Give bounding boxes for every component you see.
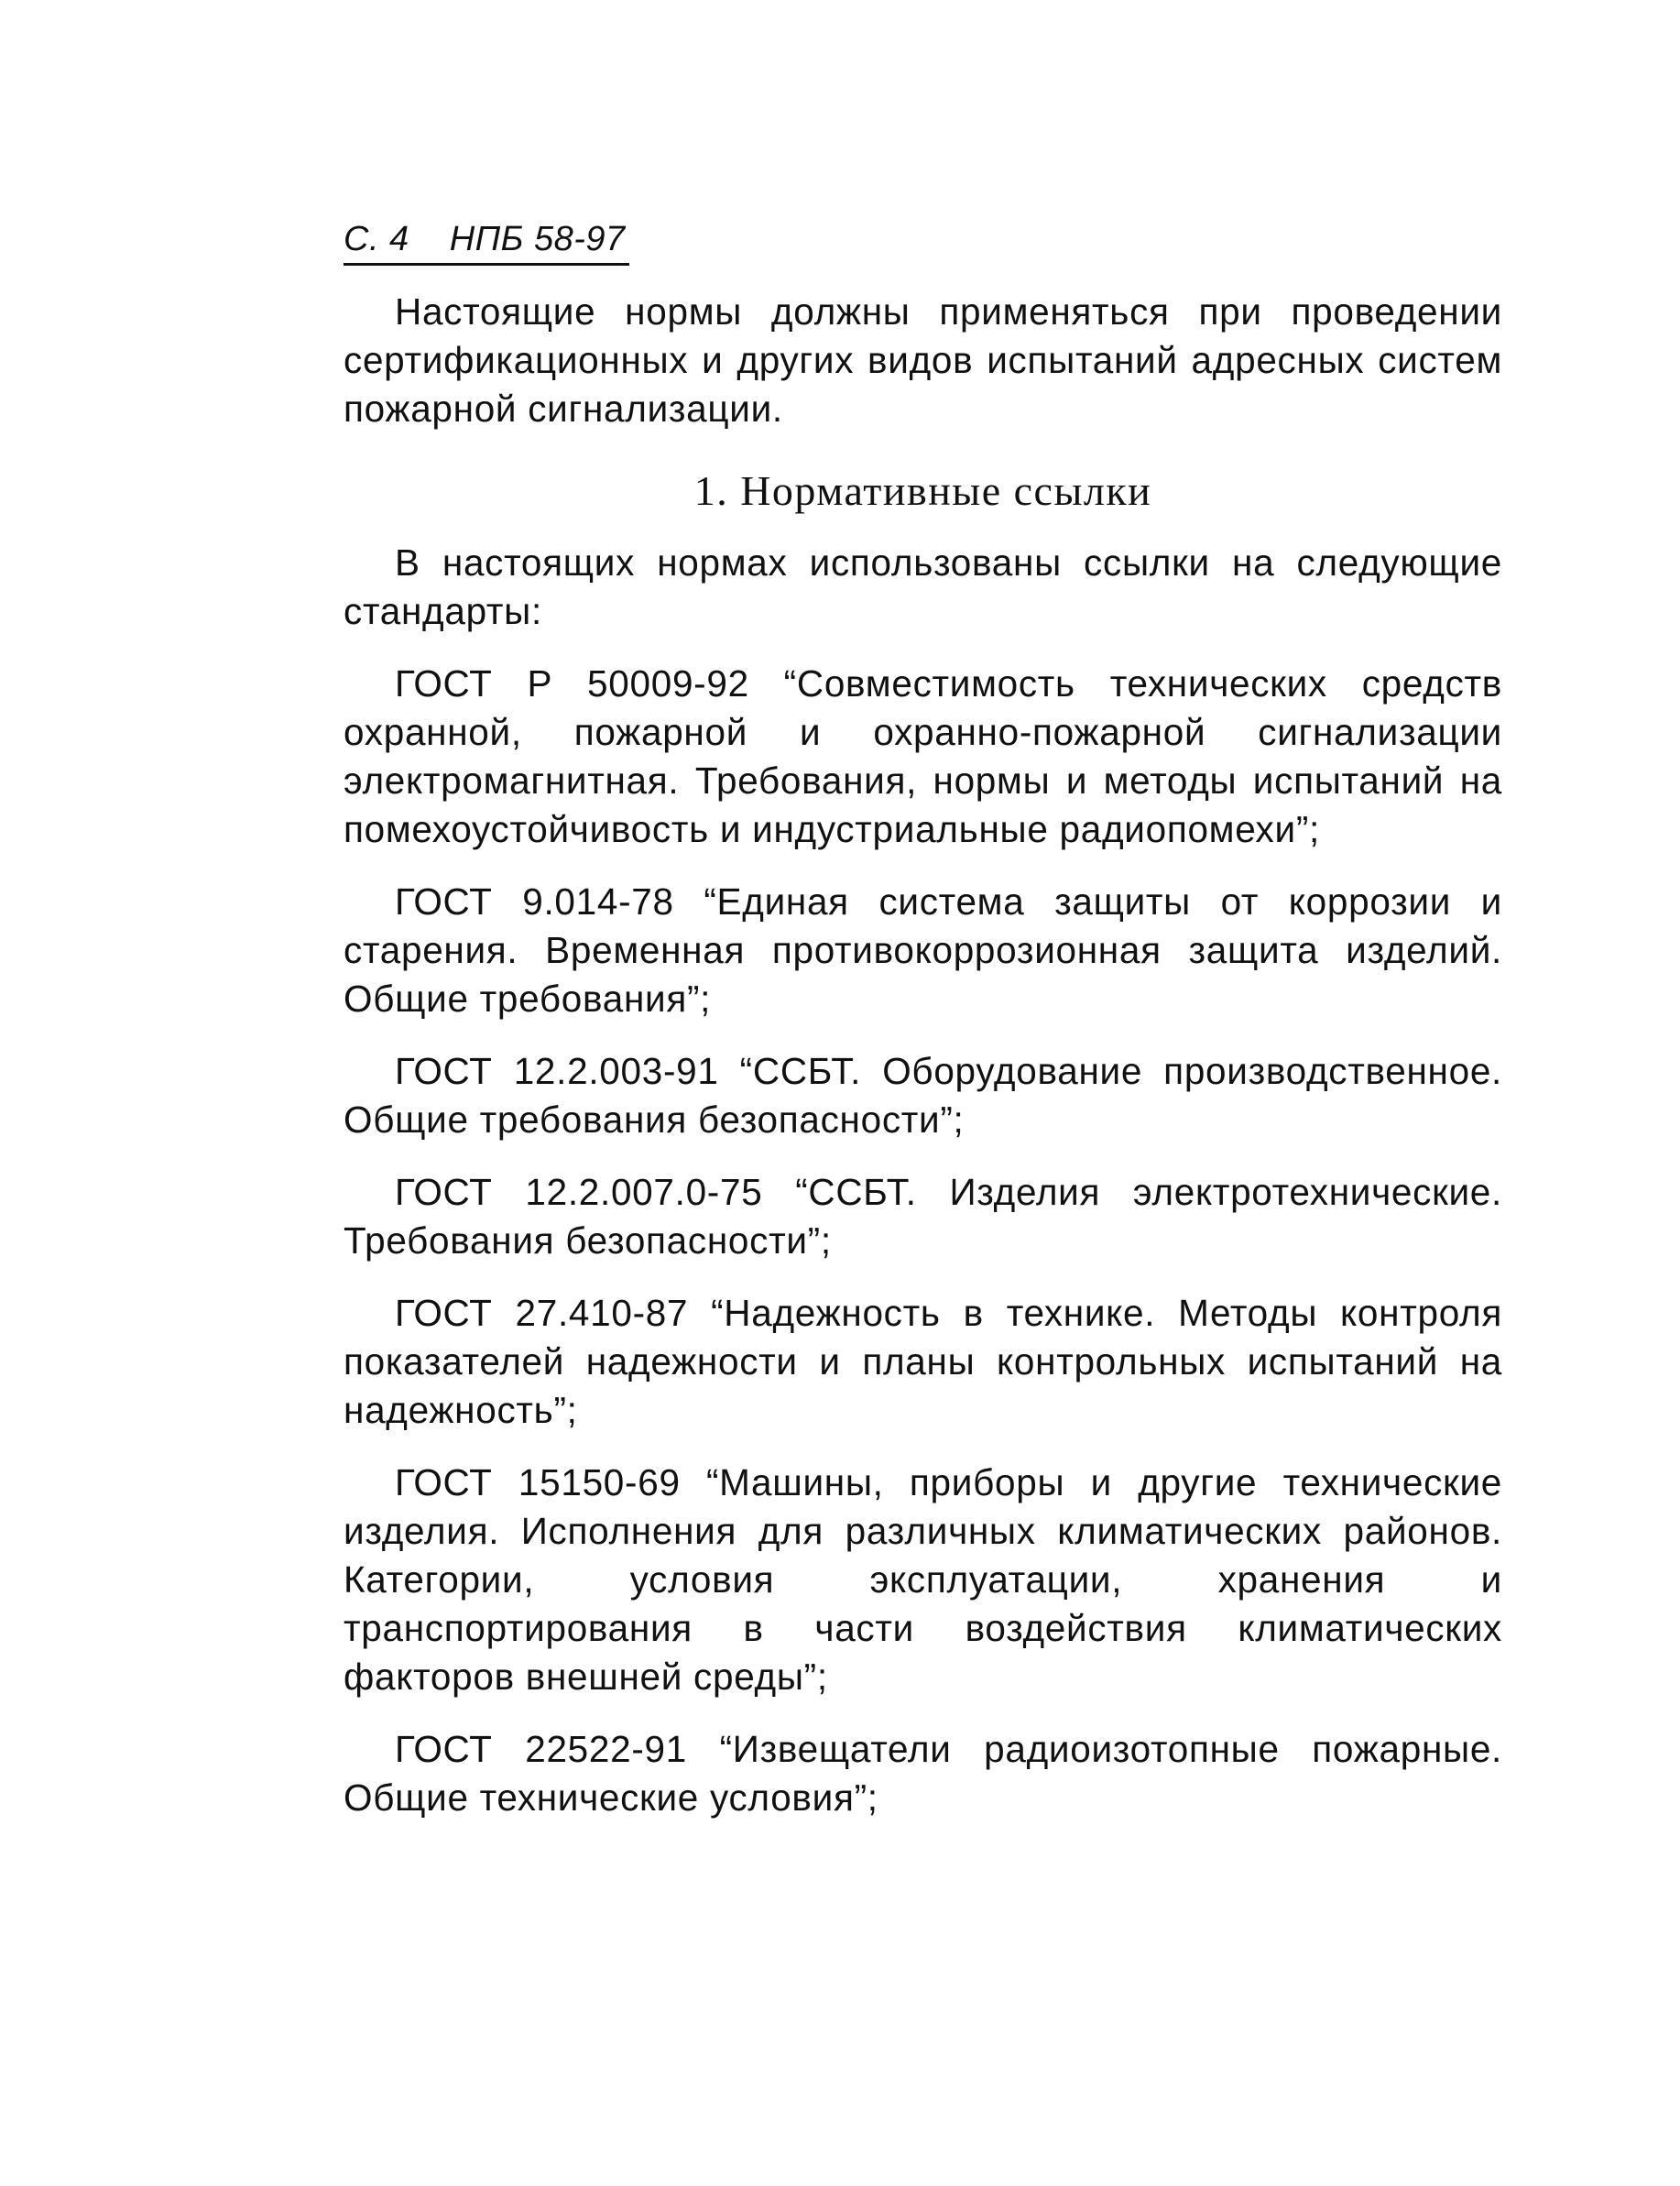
- document-page: [344, 220, 1502, 1846]
- page-header: [344, 220, 629, 266]
- reference-gost-12-2-003-91: ГОСТ 12.2.003-91 “ССБТ. Оборудование производственное. Общие требования безопасности”;: [344, 1050, 1502, 1141]
- section-lead-paragraph: В настоящих нормах использованы ссылки на следующие стандарты:: [344, 541, 1502, 632]
- reference-gost-r-50009-92: ГОСТ Р 50009-92 “Совместимость технических средств охранной, пожарной и охранно-пожарной сигнализации электромагнитная. Требования, нормы и методы испытаний на помехоустойчивость и индустриальные радиопомехи”;: [344, 662, 1502, 850]
- reference-gost-15150-69: ГОСТ 15150-69 “Машины, приборы и другие технические изделия. Исполнения для различных климатических районов. Категории, условия эксплуатации, хранения и транспортирования в части воздействия климатических факторов внешней среды”;: [344, 1461, 1502, 1698]
- section-title: 1. Нормативные ссылки: [693, 467, 1152, 514]
- reference-gost-22522-91: ГОСТ 22522-91 “Извещатели радиоизотопные пожарные. Общие технические условия”;: [344, 1728, 1502, 1819]
- reference-gost-9-014-78: ГОСТ 9.014-78 “Единая система защиты от коррозии и старения. Временная противокоррозионная защита изделий. Общие требования”;: [344, 880, 1502, 1020]
- reference-gost-12-2-007-0-75: ГОСТ 12.2.007.0-75 “ССБТ. Изделия электротехнические. Требования безопасности”;: [344, 1171, 1502, 1262]
- page-number: С. 4: [344, 220, 409, 258]
- document-code: НПБ 58-97: [449, 220, 626, 258]
- reference-gost-27-410-87: ГОСТ 27.410-87 “Надежность в технике. Методы контроля показателей надежности и планы контрольных испытаний на надежность”;: [344, 1292, 1502, 1431]
- intro-paragraph: Настоящие нормы должны применяться при проведении сертификационных и других видов испытаний адресных систем пожарной сигнализации.: [344, 290, 1502, 430]
